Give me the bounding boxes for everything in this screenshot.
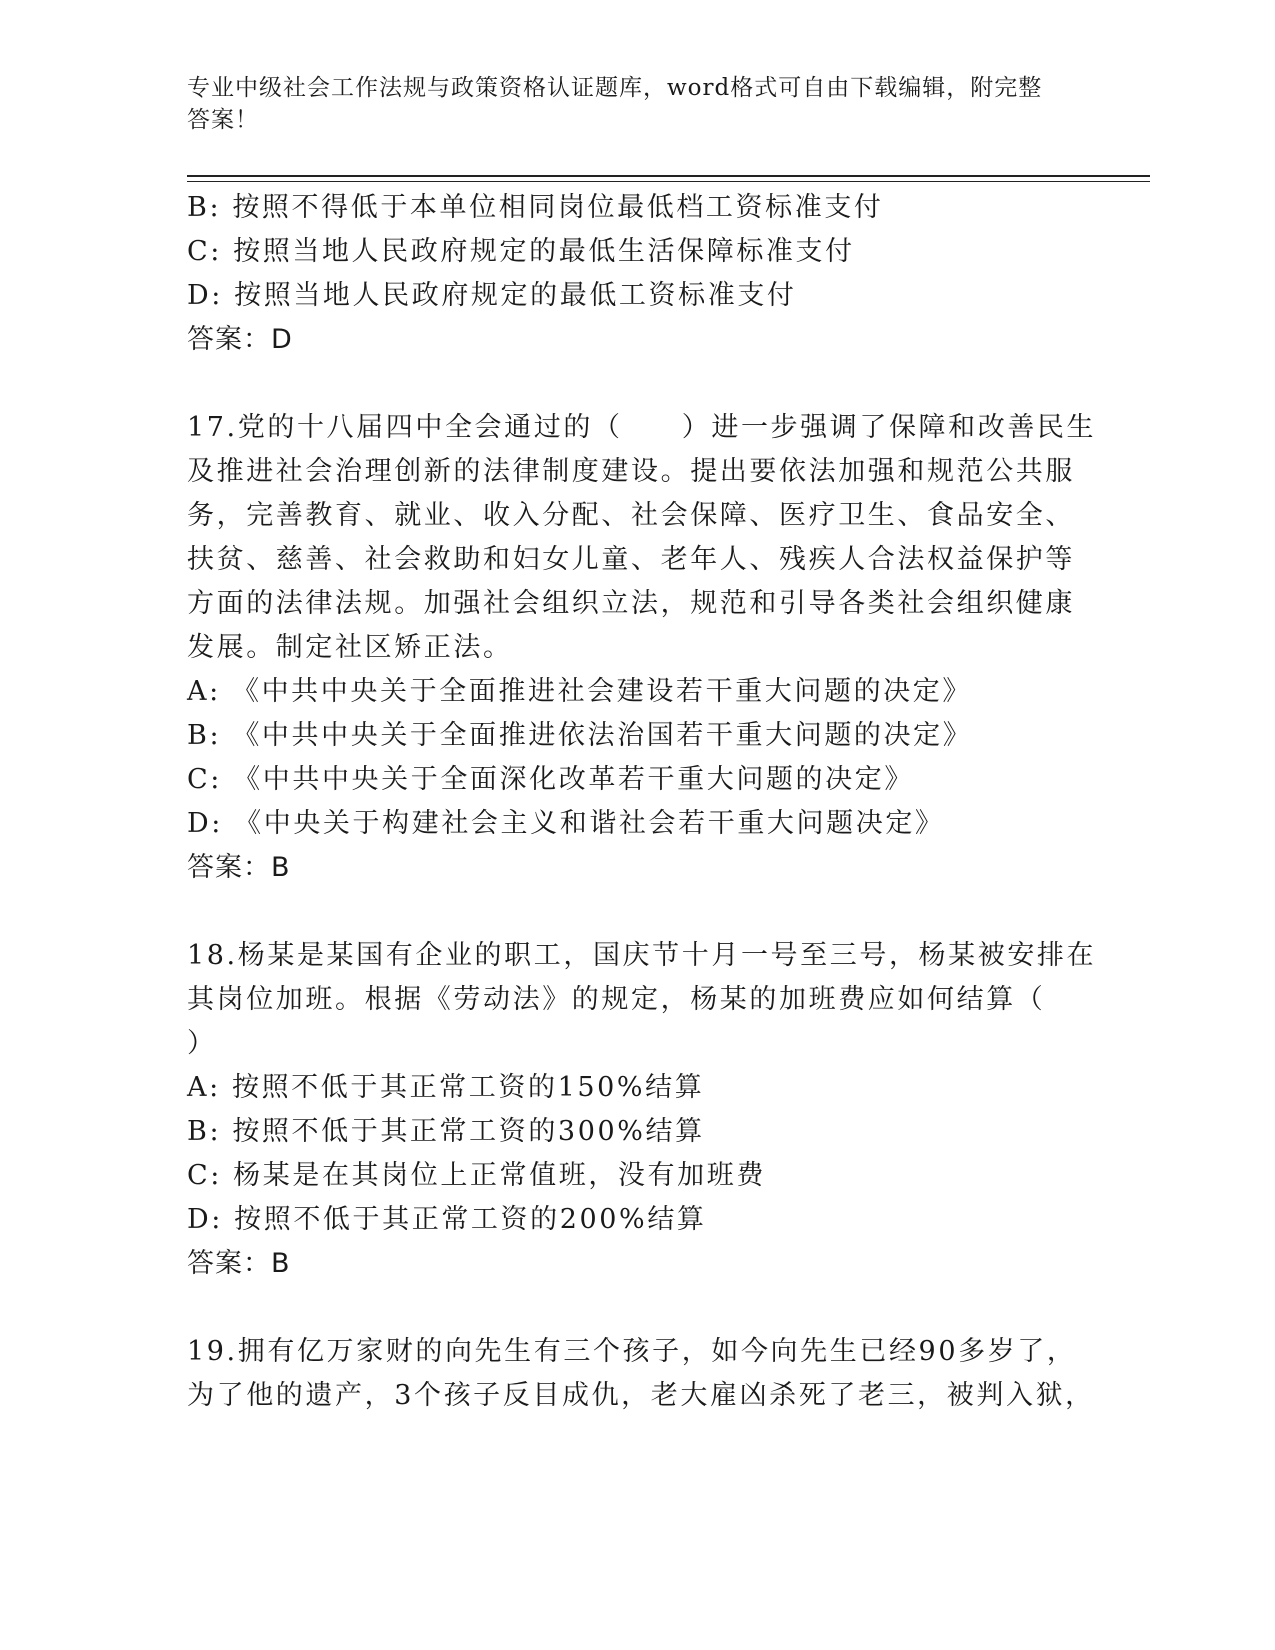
q16-option-d: D: 按照当地人民政府规定的最低工资标准支付 (187, 280, 797, 311)
header-divider-thick (187, 175, 1150, 177)
q18-option-c: C: 杨某是在其岗位上正常值班，没有加班费 (187, 1160, 766, 1191)
q17-stem-line: 务，完善教育、就业、收入分配、社会保障、医疗卫生、食品安全、 (187, 500, 1075, 531)
q18-answer: 答案：B (187, 1248, 291, 1279)
q17-stem-line: 17.党的十八届四中全会通过的（ ）进一步强调了保障和改善民生 (187, 412, 1097, 443)
q17-answer: 答案：B (187, 852, 291, 883)
q17-option-a: A: 《中共中央关于全面推进社会建设若干重大问题的决定》 (187, 676, 972, 707)
q16-option-c: C: 按照当地人民政府规定的最低生活保障标准支付 (187, 236, 855, 267)
q16-answer: 答案：D (187, 324, 293, 355)
q19-stem-line: 为了他的遗产，3个孩子反目成仇，老大雇凶杀死了老三，被判入狱， (187, 1380, 1095, 1411)
q17-stem-line: 扶贫、慈善、社会救助和妇女儿童、老年人、残疾人合法权益保护等 (187, 544, 1075, 575)
q18-stem-line: ） (187, 1028, 217, 1059)
q16-option-b: B: 按照不得低于本单位相同岗位最低档工资标准支付 (187, 192, 884, 223)
q18-option-d: D: 按照不低于其正常工资的200%结算 (187, 1204, 707, 1235)
q17-stem-line: 及推进社会治理创新的法律制度建设。提出要依法加强和规范公共服 (187, 456, 1075, 487)
header-divider-thin (187, 181, 1150, 182)
q17-stem-line: 方面的法律法规。加强社会组织立法，规范和引导各类社会组织健康 (187, 588, 1075, 619)
q18-stem-line: 18.杨某是某国有企业的职工，国庆节十月一号至三号，杨某被安排在 (187, 940, 1097, 971)
header-line-2: 答案！ (187, 107, 259, 133)
header-line-1: 专业中级社会工作法规与政策资格认证题库，word格式可自由下载编辑，附完整 (187, 75, 1043, 101)
q18-option-b: B: 按照不低于其正常工资的300%结算 (187, 1116, 705, 1147)
q18-option-a: A: 按照不低于其正常工资的150%结算 (187, 1072, 705, 1103)
q17-option-d: D: 《中央关于构建社会主义和谐社会若干重大问题决定》 (187, 808, 945, 839)
q18-stem-line: 其岗位加班。根据《劳动法》的规定，杨某的加班费应如何结算（ (187, 984, 1046, 1015)
q19-stem-line: 19.拥有亿万家财的向先生有三个孩子，如今向先生已经90多岁了， (187, 1336, 1077, 1367)
q17-option-b: B: 《中共中央关于全面推进依法治国若干重大问题的决定》 (187, 720, 973, 751)
q17-stem-line: 发展。制定社区矫正法。 (187, 632, 513, 663)
page-header (187, 72, 1067, 136)
q17-option-c: C: 《中共中央关于全面深化改革若干重大问题的决定》 (187, 764, 914, 795)
